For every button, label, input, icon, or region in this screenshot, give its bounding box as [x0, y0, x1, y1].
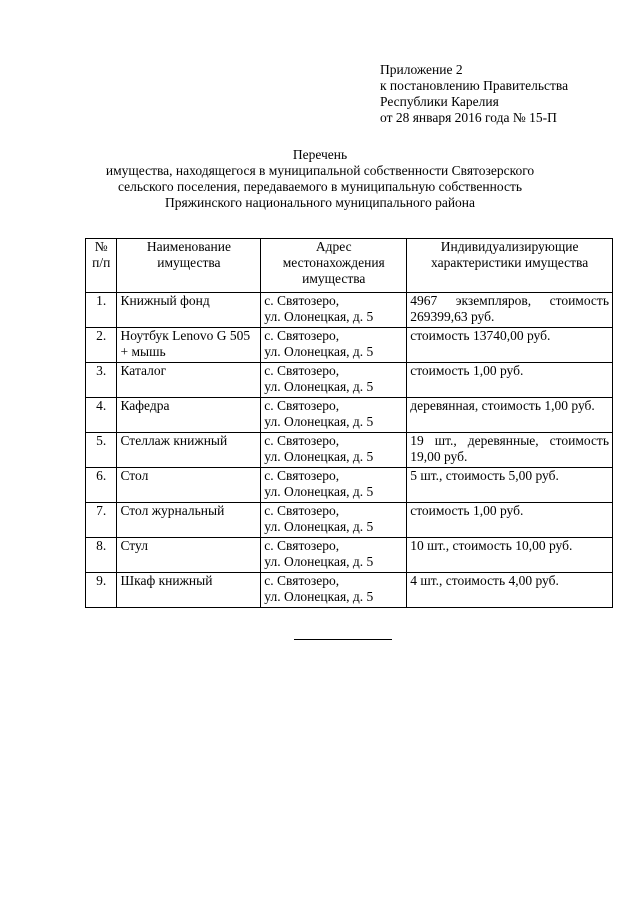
- row-address: [261, 468, 407, 503]
- row-address: [261, 433, 407, 468]
- row-number: 2.: [86, 328, 117, 363]
- address-line: с. Святозеро,: [264, 293, 340, 308]
- row-characteristics: 5 шт., стоимость 5,00 руб.: [407, 468, 613, 503]
- address-line: ул. Олонецкая, д. 5: [264, 414, 374, 429]
- row-number: 4.: [86, 398, 117, 433]
- property-table: [85, 238, 613, 608]
- address-line: ул. Олонецкая, д. 5: [264, 379, 374, 394]
- row-name: Стол журнальный: [117, 503, 261, 538]
- table-body: [86, 293, 613, 608]
- table-row: [86, 573, 613, 608]
- row-name: Стеллаж книжный: [117, 433, 261, 468]
- address-line: с. Святозеро,: [264, 503, 340, 518]
- appendix-line: Республики Карелия: [380, 94, 499, 109]
- address-line: с. Святозеро,: [264, 398, 340, 413]
- row-name: Шкаф книжный: [117, 573, 261, 608]
- row-characteristics: 19 шт., деревянные, стоимость 19,00 руб.: [407, 433, 613, 468]
- row-address: [261, 398, 407, 433]
- appendix-line: Приложение 2: [380, 62, 463, 77]
- table-row: [86, 468, 613, 503]
- row-address: [261, 363, 407, 398]
- row-address: [261, 573, 407, 608]
- row-name: Каталог: [117, 363, 261, 398]
- table-row: [86, 328, 613, 363]
- address-line: ул. Олонецкая, д. 5: [264, 589, 374, 604]
- document-title: [60, 147, 580, 211]
- table-header-row: [86, 239, 613, 293]
- address-line: с. Святозеро,: [264, 468, 340, 483]
- address-line: ул. Олонецкая, д. 5: [264, 519, 374, 534]
- row-number: 6.: [86, 468, 117, 503]
- row-name: Стол: [117, 468, 261, 503]
- row-characteristics: стоимость 1,00 руб.: [407, 503, 613, 538]
- closing-separator: [294, 639, 392, 640]
- address-line: с. Святозеро,: [264, 538, 340, 553]
- address-line: ул. Олонецкая, д. 5: [264, 484, 374, 499]
- row-number: 5.: [86, 433, 117, 468]
- title-heading: Перечень: [292, 147, 348, 162]
- row-number: 1.: [86, 293, 117, 328]
- row-number: 9.: [86, 573, 117, 608]
- header-characteristics: Индивидуализирующие характеристики имущества: [407, 239, 613, 293]
- row-address: [261, 538, 407, 573]
- row-characteristics: 4 шт., стоимость 4,00 руб.: [407, 573, 613, 608]
- row-characteristics: стоимость 1,00 руб.: [407, 363, 613, 398]
- header-address: Адрес местонахождения имущества: [261, 239, 407, 293]
- address-line: с. Святозеро,: [264, 573, 340, 588]
- table-row: [86, 538, 613, 573]
- table-row: [86, 433, 613, 468]
- row-characteristics: 4967 экземпляров, стоимость 269399,63 руб.: [407, 293, 613, 328]
- table-row: [86, 293, 613, 328]
- table-row: [86, 398, 613, 433]
- row-name: Книжный фонд: [117, 293, 261, 328]
- row-address: [261, 293, 407, 328]
- row-characteristics: деревянная, стоимость 1,00 руб.: [407, 398, 613, 433]
- title-line: имущества, находящегося в муниципальной собственности Святозерского: [105, 163, 535, 178]
- row-address: [261, 503, 407, 538]
- row-name: Стул: [117, 538, 261, 573]
- row-characteristics: стоимость 13740,00 руб.: [407, 328, 613, 363]
- title-line: сельского поселения, передаваемого в муниципальную собственность: [118, 179, 522, 194]
- row-number: 8.: [86, 538, 117, 573]
- row-name: Кафедра: [117, 398, 261, 433]
- address-line: ул. Олонецкая, д. 5: [264, 309, 374, 324]
- row-name: Ноутбук Lenovo G 505 + мышь: [117, 328, 261, 363]
- table-row: [86, 363, 613, 398]
- address-line: с. Святозеро,: [264, 433, 340, 448]
- appendix-header: [380, 62, 568, 126]
- address-line: ул. Олонецкая, д. 5: [264, 554, 374, 569]
- address-line: ул. Олонецкая, д. 5: [264, 449, 374, 464]
- row-number: 7.: [86, 503, 117, 538]
- appendix-line: к постановлению Правительства: [380, 78, 569, 93]
- title-line: Пряжинского национального муниципального района: [164, 195, 476, 210]
- header-number: № п/п: [86, 239, 117, 293]
- row-characteristics: 10 шт., стоимость 10,00 руб.: [407, 538, 613, 573]
- appendix-line: от 28 января 2016 года № 15-П: [380, 110, 557, 125]
- address-line: с. Святозеро,: [264, 328, 340, 343]
- address-line: с. Святозеро,: [264, 363, 340, 378]
- row-number: 3.: [86, 363, 117, 398]
- table-row: [86, 503, 613, 538]
- address-line: ул. Олонецкая, д. 5: [264, 344, 374, 359]
- row-address: [261, 328, 407, 363]
- header-name: Наименование имущества: [117, 239, 261, 293]
